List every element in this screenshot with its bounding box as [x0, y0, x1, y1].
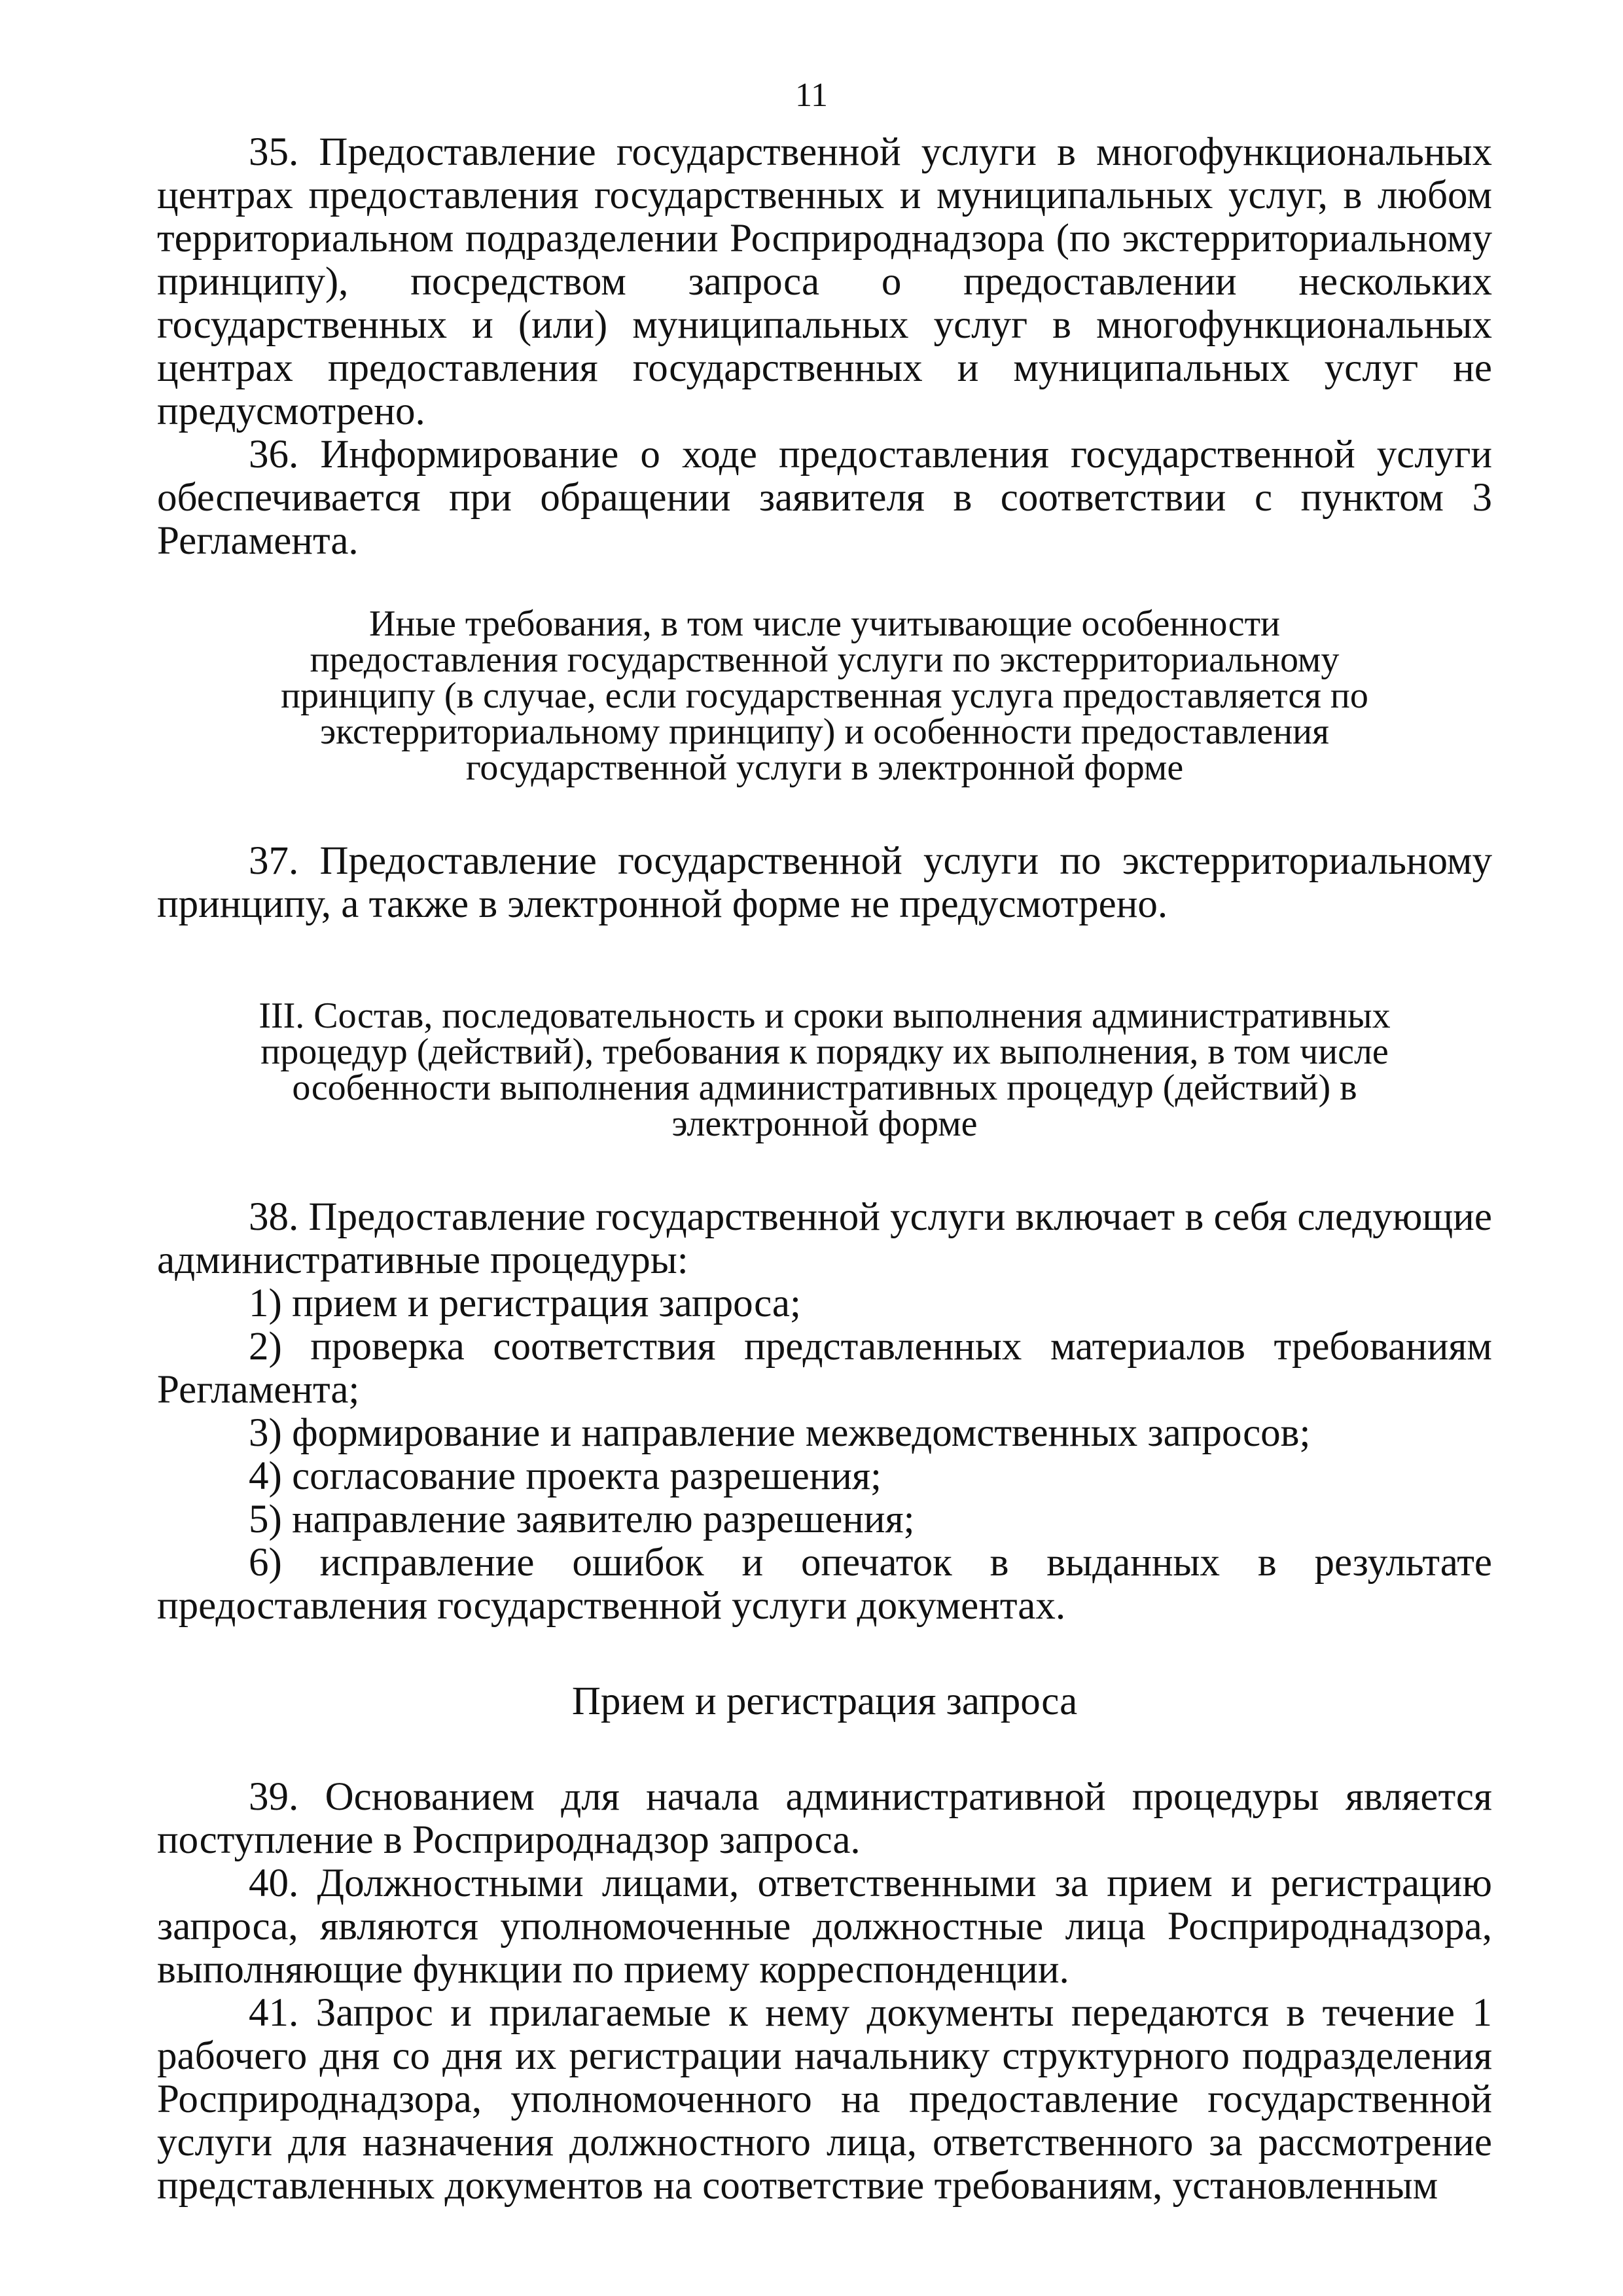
procedure-item-4: 4) согласование проекта разрешения; [249, 1454, 882, 1498]
procedure-item-5: 5) направление заявителю разрешения; [249, 1498, 915, 1541]
heading-other-requirements: Иные требования, в том числе учитывающие особенности предоставления государственной услуги по экстерриториальному принципу (в случае, если государственная услуга предоставляется по экстерриториальному принципу) и особенности предоставления государственной услуги в электронной форме [281, 603, 1368, 788]
spacer [157, 1142, 1492, 1196]
paragraph-40: 40. Должностными лицами, ответственными за прием и регистрацию запроса, являются уполномоченные должностные лица Росприроднадзора, выполняющие функции по приему корреспонденции. [157, 1861, 1492, 1992]
spacer [157, 786, 1492, 840]
procedure-item-1: 1) прием и регистрация запроса; [249, 1282, 801, 1325]
procedure-item-6: 6) исправление ошибок и опечаток в выданных в результате предоставления государственной услуги документах. [157, 1541, 1492, 1628]
heading-reception: Прием и регистрация запроса [571, 1679, 1078, 1723]
paragraph-35: 35. Предоставление государственной услуги в многофункциональных центрах предоставления государственных и муниципальных услуг, в любом территориальном подразделении Росприроднадзора (по экстерриториальному принципу), посредством запроса о предоставлении нескольких государственных и (или) муниципальных услуг в многофункциональных центрах предоставления государственных и муниципальных услуг не предусмотрено. [157, 130, 1492, 433]
spacer [157, 926, 1492, 998]
page-number: 11 [794, 77, 829, 114]
paragraph-39: 39. Основанием для начала административной процедуры является поступление в Росприроднадзор запроса. [157, 1775, 1492, 1862]
paragraph-38: 38. Предоставление государственной услуги включает в себя следующие административные процедуры: [157, 1195, 1492, 1282]
document-body [157, 131, 1492, 2208]
spacer [157, 1723, 1492, 1776]
spacer [157, 1628, 1492, 1680]
paragraph-36: 36. Информирование о ходе предоставления государственной услуги обеспечивается при обращении заявителя в соответствии с пунктом 3 Регламента. [157, 433, 1492, 563]
paragraph-37: 37. Предоставление государственной услуги по экстерриториальному принципу, а также в электронной форме не предусмотрено. [157, 839, 1492, 926]
heading-section-3: III. Состав, последовательность и сроки выполнения административных процедур (действий), требования к порядку их выполнения, в том числе особенности выполнения административных процедур (действий) в электронной форме [259, 996, 1391, 1144]
procedure-item-2: 2) проверка соответствия представленных материалов требованиям Регламента; [157, 1325, 1492, 1412]
paragraph-41: 41. Запрос и прилагаемые к нему документы передаются в течение 1 рабочего дня со дня их регистрации начальнику структурного подразделения Росприроднадзора, уполномоченного на предоставление государственной услуги для назначения должностного лица, ответственного за рассмотрение представленных документов на соответствие требованиям, установленным [157, 1991, 1492, 2208]
procedure-item-3: 3) формирование и направление межведомственных запросов; [249, 1411, 1311, 1455]
spacer [157, 563, 1492, 606]
